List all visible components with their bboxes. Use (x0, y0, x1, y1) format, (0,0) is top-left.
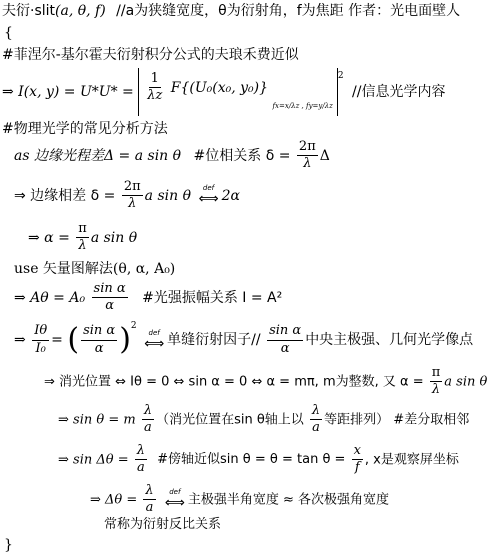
fraction-2pi-over-lambda-2: $\frac{2\pi}{\lambda}$ (123, 179, 141, 212)
optics-comment: //信息光学内容 (352, 84, 446, 100)
edge-phase-label: ⇒ 边缘相差 δ = (14, 187, 116, 204)
fraction-lambda-over-a-2: $\frac{\lambda}{a}$ (311, 403, 321, 436)
definition-arrow: def ⟺ (198, 184, 219, 208)
path-difference: as 边缘光程差Δ = a sin θ (14, 147, 182, 164)
fraction-sinalpha-over-alpha-3: $\frac{\text{sin α}}{\alpha}$ (269, 323, 302, 356)
section-heading-fresnel: #菲涅尔-基尔霍夫衍射积分公式的夫琅禾费近似 (2, 47, 299, 63)
open-brace: { (4, 25, 13, 41)
two-alpha: 2α (221, 187, 240, 204)
fraction-lambda-over-a: $\frac{\lambda}{a}$ (143, 403, 153, 436)
right-paren: ) (119, 322, 131, 357)
frequency-subscript: fx=x/λz , fy=y/λz (272, 101, 333, 110)
alpha-rhs: a sin θ (90, 229, 138, 246)
difference-note: 等距排列） #差分取相邻 (324, 412, 470, 428)
fraction-pi-over-lambda: $\frac{\pi}{\lambda}$ (78, 221, 87, 254)
implies-arrow: ⇒ (14, 332, 26, 348)
central-maximum-note: 中央主极强、几何光学像点 (305, 332, 474, 348)
fraction-1-over-lz: $\frac{1}{\lambda z}$ (147, 71, 163, 104)
edge-phase-line (14, 180, 240, 212)
fraction-intensity-ratio: $\frac{I\theta}{\text{I₀}}$ (34, 323, 48, 356)
phase-relation-label: #位相关系 δ = (193, 147, 291, 164)
paraxial-line (58, 444, 459, 476)
delta-theta: ⇒ Δθ = (90, 492, 138, 508)
single-slit-factor-line (14, 322, 473, 356)
equals-sign: = (51, 332, 63, 348)
screen-coordinate-note: , x是观察屏坐标 (364, 452, 459, 468)
amplitude-lhs: ⇒ Aθ = A₀ (14, 289, 86, 306)
fraction-2pi-over-lambda: $\frac{2\pi}{\lambda}$ (298, 139, 316, 172)
extinction-text: ⇒ 消光位置 ⇔ Iθ = 0 ⇔ sin α = 0 ⇔ α = mπ, m为整数, 又 α = (44, 374, 424, 390)
fraction-pi-over-lambda-2: $\frac{\pi}{\lambda}$ (431, 365, 441, 398)
half-width-note: 主极强半角宽度 ≈ 各次极强角宽度 (187, 492, 390, 508)
extinction-positions (58, 404, 469, 436)
intensity-amplitude-relation: #光强振幅关系 I = A² (142, 289, 283, 306)
function-title: 夫衍·slit (2, 3, 56, 19)
fraction-sinalpha-over-alpha: $\frac{\text{sin α}}{\alpha}$ (93, 281, 126, 314)
sin-delta-theta: ⇒ sin Δθ = (58, 452, 129, 468)
half-width-line (90, 484, 389, 516)
power-2: 2 (337, 71, 344, 81)
paraxial-approx: #傍轴近似sin θ = θ = tan θ = (157, 452, 346, 468)
fraction-x-over-f: $\frac{x}{f}$ (353, 443, 361, 476)
fraction-lambda-over-a-4: $\frac{\lambda}{a}$ (145, 483, 154, 516)
intensity-lhs: ⇒ I(x, y) = U*U* = (2, 84, 134, 100)
alpha-definition (28, 222, 137, 254)
fraction-sinalpha-over-alpha-2: $\frac{\text{sin α}}{\alpha}$ (83, 323, 116, 356)
extinction-spacing-note: （消光位置在sin θ轴上以 (156, 412, 304, 428)
alpha-lhs: ⇒ α = (28, 229, 70, 246)
a-sin-theta: a sin θ (144, 187, 192, 204)
extinction-condition (44, 366, 487, 398)
section-heading-methods: #物理光学的常见分析方法 (2, 121, 168, 137)
left-paren: ( (67, 322, 80, 357)
abs-bars (138, 68, 338, 116)
header-comment: //a为狭缝宽度，θ为衍射角，f为焦距 作者：光电面壁人 (116, 3, 461, 19)
intensity-formula (2, 68, 445, 116)
fourier-body: F{(U₀(x₀, y₀)} (170, 79, 269, 96)
definition-arrow-2: def ⟺ (144, 328, 165, 352)
phasor-method: use 矢量图解法(θ, α, A₀) (14, 261, 176, 277)
definition-arrow-3: def ⟺ (164, 488, 185, 512)
fraction-lambda-over-a-3: $\frac{\lambda}{a}$ (136, 443, 145, 476)
delta-symbol: Δ (319, 147, 330, 164)
a-sin-theta-2: a sin θ (444, 374, 487, 390)
path-difference-line (14, 140, 330, 172)
sin-theta-m: ⇒ sin θ = m (58, 412, 136, 428)
single-slit-factor-label: 单缝衍射因子// (167, 332, 261, 348)
function-args: (a, θ, f) (55, 3, 106, 19)
square-power: 2 (130, 321, 137, 331)
amplitude-line (14, 282, 282, 314)
header-line (2, 4, 460, 18)
inverse-relation-note: 常称为衍射反比关系 (104, 517, 222, 532)
close-brace: } (4, 537, 13, 553)
